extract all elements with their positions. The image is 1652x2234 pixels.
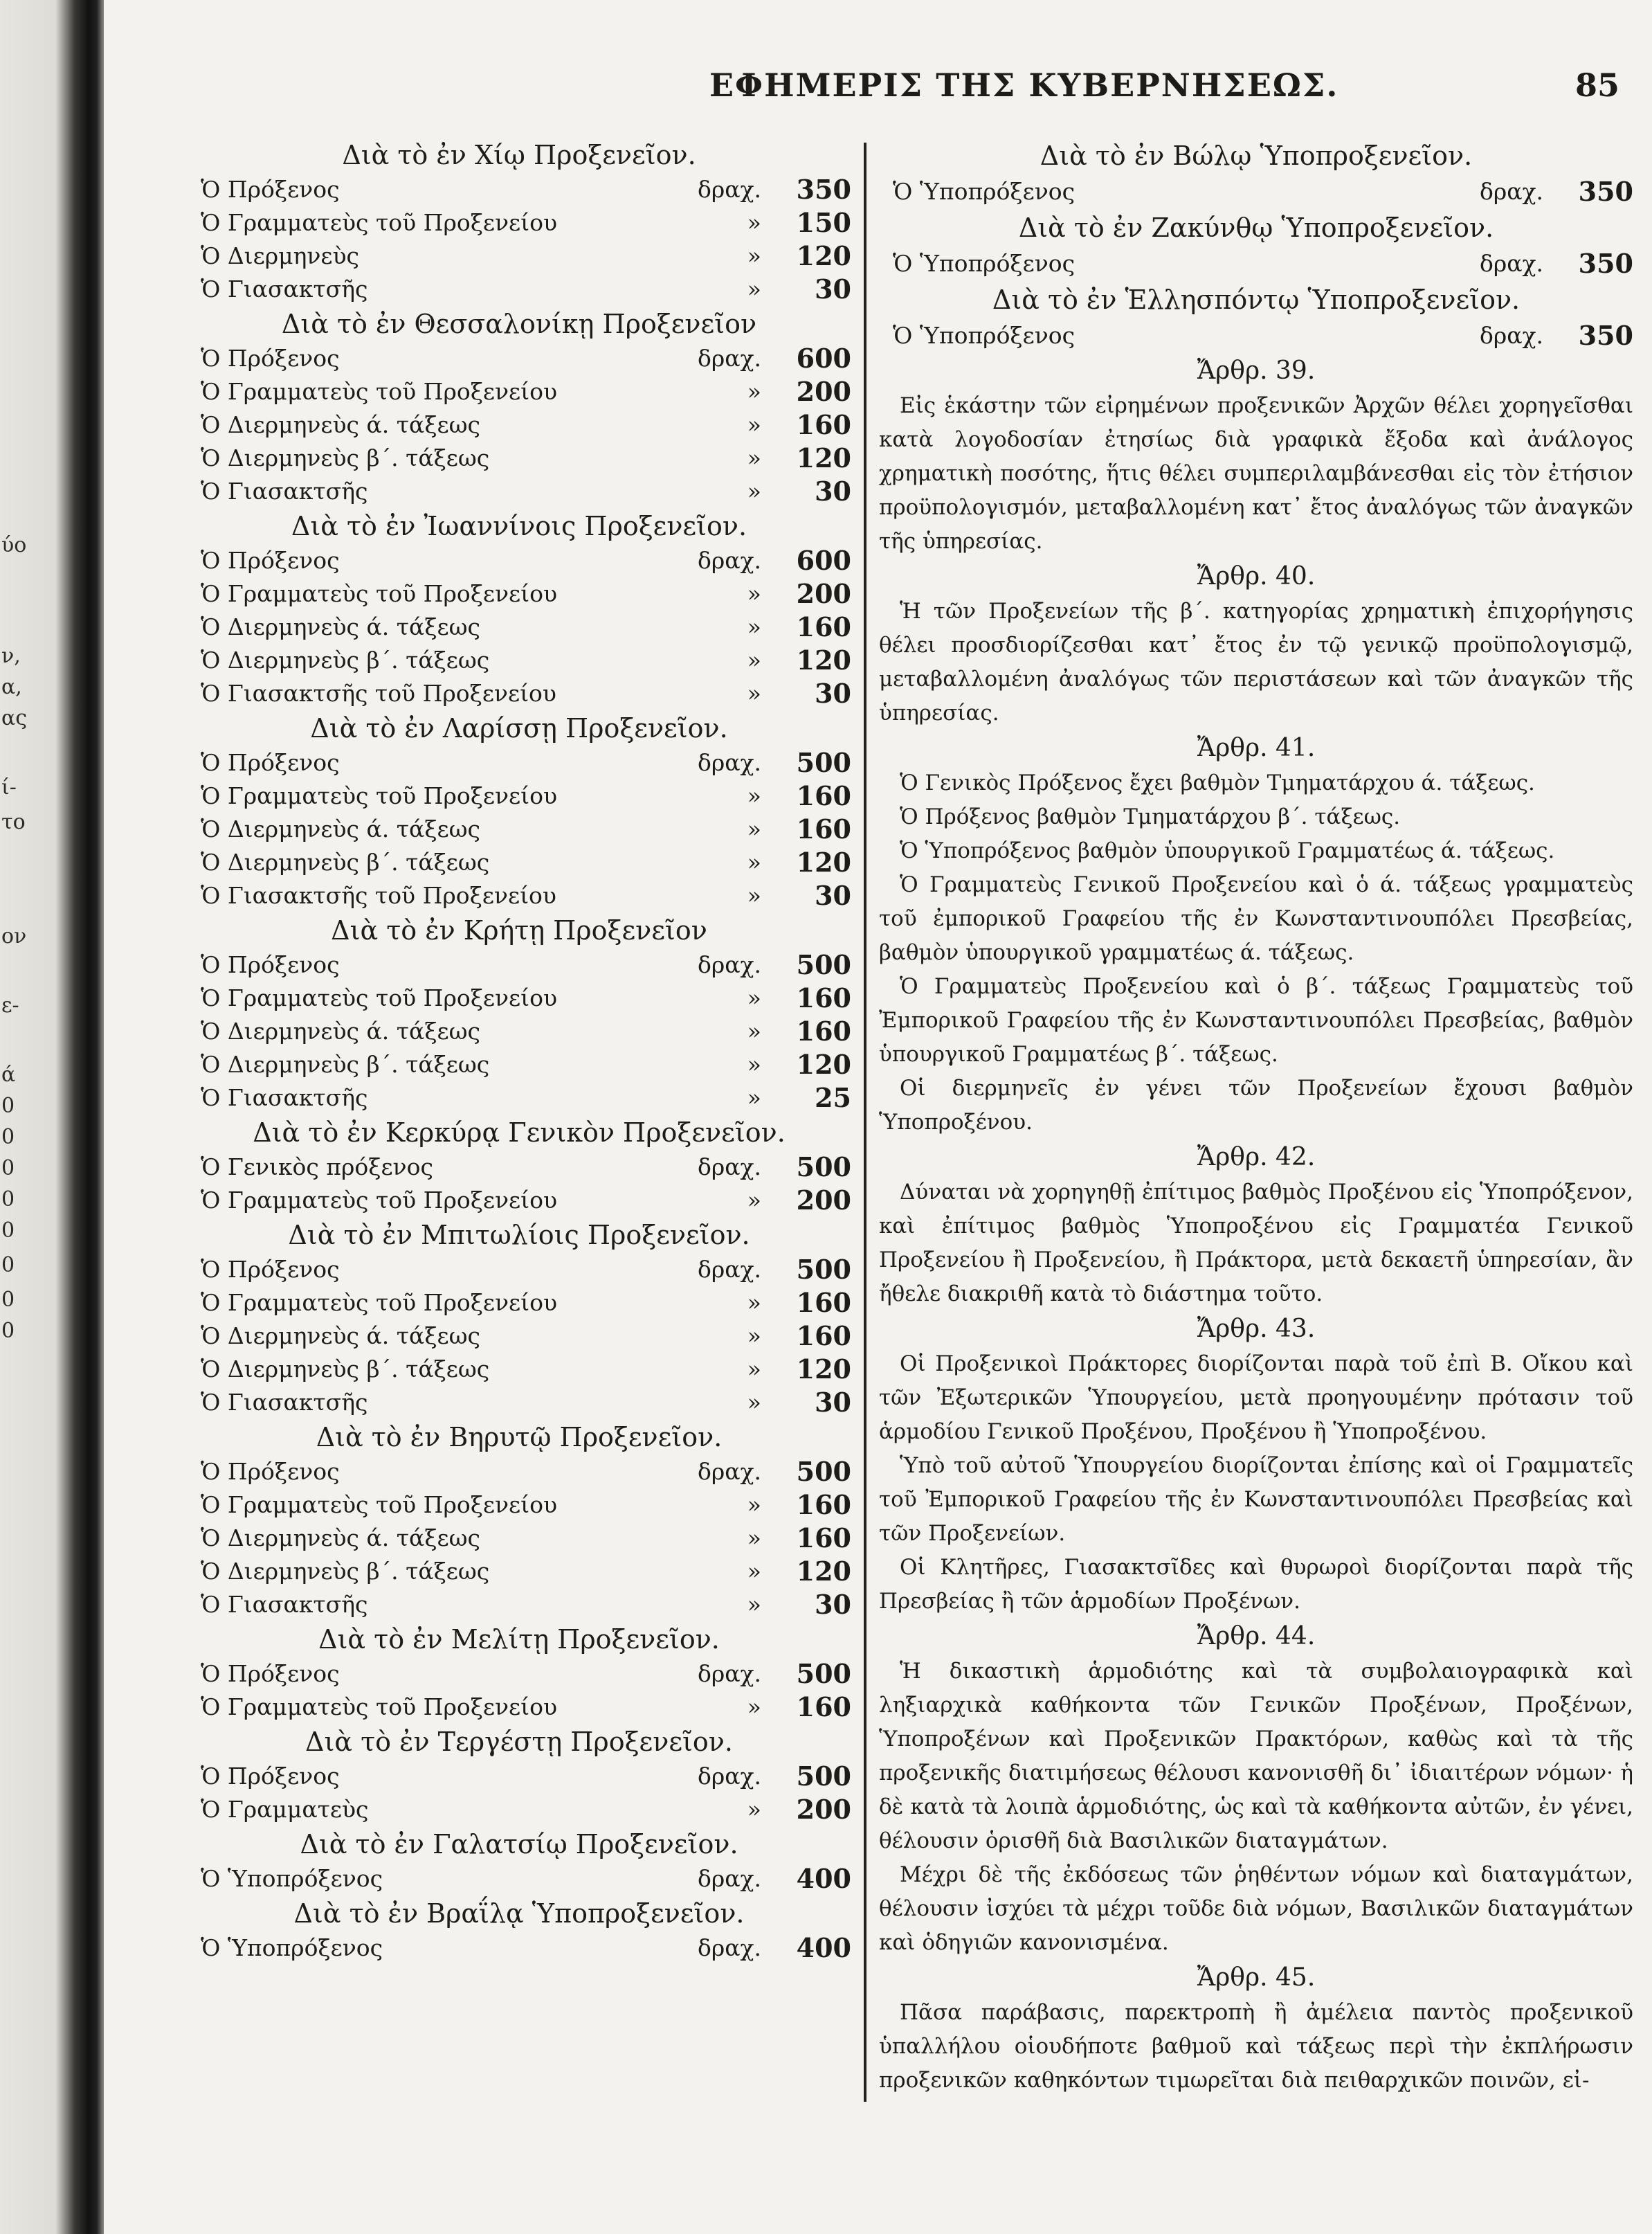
currency-unit: »	[747, 613, 761, 640]
salary-amount: 120	[796, 1353, 851, 1385]
currency-unit: δραχ.	[697, 176, 761, 203]
article-paragraph: Οἱ διερμηνεῖς ἐν γένει τῶν Προξενείων ἔχουσι βαθμὸν Ὑποπροξένου.	[879, 1076, 1633, 1135]
position-label: Ὁ Γιασακτσῆς	[201, 1591, 368, 1618]
consulate-section	[187, 912, 851, 1115]
column-rule	[864, 143, 866, 2102]
salary-amount: 350	[796, 174, 851, 205]
position-label: Ὁ Διερμηνεὺς	[201, 242, 360, 269]
position-label: Ὁ Γραμματεὺς τοῦ Προξενείου	[201, 1491, 558, 1518]
salary-row	[187, 677, 851, 710]
article-paragraph: Ὁ Γραμματεὺς Προξενείου καὶ ὁ β΄. τάξεως Γραμματεὺς τοῦ Ἐμπορικοῦ Γραφείου τῆς ἐν Κωνσταντινουπόλει Πρεσβείας, βαθμὸν ὑπουργικοῦ Γραμματέως β΄. τάξεως.	[879, 974, 1633, 1067]
left-column-salary-tables	[187, 137, 851, 1965]
currency-unit: δραχ.	[697, 1660, 761, 1687]
currency-unit: »	[747, 882, 761, 909]
salary-amount: 120	[796, 1049, 851, 1080]
currency-unit: »	[747, 984, 761, 1011]
salary-amount: 120	[796, 847, 851, 878]
salary-amount: 400	[796, 1932, 851, 1963]
currency-unit: »	[747, 276, 761, 303]
currency-unit: δραχ.	[697, 1934, 761, 1961]
salary-amount: 350	[1578, 176, 1633, 207]
salary-amount: 500	[796, 1760, 851, 1792]
position-label: Ὁ Διερμηνεὺς ά. τάξεως	[201, 1018, 480, 1045]
salary-amount: 500	[796, 1658, 851, 1689]
consulate-section	[187, 1826, 851, 1895]
right-column	[879, 137, 1633, 2098]
consulate-section	[187, 1895, 851, 1965]
position-label: Ὁ Διερμηνεὺς ά. τάξεως	[201, 1524, 480, 1551]
salary-amount: 30	[815, 1589, 851, 1620]
position-label: Ὁ Γιασακτσῆς	[201, 1084, 368, 1111]
consulate-section	[187, 1724, 851, 1826]
position-label: Ὁ Γραμματεὺς	[201, 1796, 369, 1823]
salary-amount: 500	[796, 1456, 851, 1487]
salary-row	[187, 1184, 851, 1217]
section-heading: Διὰ τὸ ἐν Ἑλλησπόντῳ Ὑποπροξενεῖον.	[992, 285, 1521, 315]
position-label: Ὁ Γραμματεὺς τοῦ Προξενείου	[201, 1693, 558, 1720]
article-heading: Ἄρθρ. 41.	[1197, 734, 1316, 762]
salary-row	[187, 1455, 851, 1488]
currency-unit: »	[747, 1558, 761, 1585]
salary-amount: 200	[796, 1794, 851, 1825]
article-paragraph: Οἱ Προξενικοὶ Πράκτορες διορίζονται παρὰ τοῦ ἐπὶ Β. Οἴκου καὶ τῶν Ἐξωτερικῶν Ὑπουργείου, μετὰ προηγουμένην πρότασιν τοῦ ἁρμοδίου Γενικοῦ Προξένου, Προξένου ἢ Ὑποπροξένου.	[879, 1351, 1633, 1444]
currency-unit: δραχ.	[697, 1458, 761, 1485]
position-label: Ὁ Πρόξενος	[201, 345, 340, 372]
edge-fragment: 0	[1, 1288, 15, 1312]
salary-amount: 25	[815, 1082, 851, 1113]
section-heading: Διὰ τὸ ἐν Μελίτῃ Προξενεῖον.	[318, 1624, 720, 1655]
salary-row	[187, 173, 851, 206]
section-heading: Διὰ τὸ ἐν Ζακύνθῳ Ὑποπροξενεῖον.	[1018, 213, 1494, 243]
section-heading: Διὰ τὸ ἐν Βηρυτῷ Προξενεῖον.	[316, 1422, 723, 1452]
currency-unit: δραχ.	[1479, 322, 1543, 349]
salary-row	[879, 174, 1633, 209]
currency-unit: »	[747, 849, 761, 876]
position-label: Ὁ Γιασακτσῆς	[201, 276, 368, 303]
section-heading: Διὰ τὸ ἐν Λαρίσσῃ Προξενεῖον.	[310, 713, 728, 744]
salary-amount: 160	[796, 1287, 851, 1318]
salary-amount: 160	[796, 780, 851, 811]
currency-unit: »	[747, 1051, 761, 1078]
currency-unit: »	[747, 1524, 761, 1551]
running-header	[194, 66, 1633, 115]
salary-row	[187, 1253, 851, 1286]
currency-unit: »	[747, 1491, 761, 1518]
salary-row	[187, 1353, 851, 1386]
position-label: Ὁ Διερμηνεὺς β΄. τάξεως	[201, 1558, 490, 1585]
edge-fragment: 0	[1, 1218, 15, 1243]
section-heading: Διὰ τὸ ἐν Βώλῳ Ὑποπροξενεῖον.	[1040, 141, 1473, 171]
salary-row	[187, 475, 851, 508]
salary-row	[187, 746, 851, 780]
position-label: Ὁ Διερμηνεὺς ά. τάξεως	[201, 1322, 480, 1349]
salary-amount: 30	[815, 1387, 851, 1418]
edge-fragment: ον	[1, 924, 27, 948]
section-heading: Διὰ τὸ ἐν Γαλατσίῳ Προξενεῖον.	[300, 1829, 738, 1859]
currency-unit: δραχ.	[697, 345, 761, 372]
position-label: Ὁ Γραμματεὺς τοῦ Προξενείου	[201, 984, 558, 1011]
article-paragraph: Πᾶσα παράβασις, παρεκτροπὴ ἢ ἀμέλεια παντὸς προξενικοῦ ὑπαλλήλου οἱουδήποτε βαθμοῦ καὶ τάξεως περὶ τὴν ἐκπλήρωσιν προξενικῶν καθηκόντων τιμωρεῖται διὰ πειθαρχικῶν ποινῶν, εἰ-	[879, 2000, 1633, 2093]
salary-row	[187, 1319, 851, 1353]
currency-unit: »	[747, 209, 761, 236]
article-heading: Ἄρθρ. 44.	[1197, 1622, 1316, 1650]
gazette-page	[104, 0, 1652, 2234]
article-heading: Ἄρθρ. 45.	[1197, 1963, 1316, 1992]
currency-unit: »	[747, 680, 761, 707]
salary-row	[187, 644, 851, 677]
salary-amount: 200	[796, 1184, 851, 1216]
currency-unit: »	[747, 1187, 761, 1214]
salary-amount: 600	[796, 343, 851, 374]
position-label: Ὁ Πρόξενος	[201, 176, 340, 203]
currency-unit: »	[747, 1796, 761, 1823]
currency-unit: »	[747, 782, 761, 809]
articles-text	[879, 353, 1633, 2098]
currency-unit: »	[747, 580, 761, 607]
salary-row	[187, 1691, 851, 1724]
position-label: Ὁ Διερμηνεὺς ά. τάξεως	[201, 613, 480, 640]
article-paragraph: Ὁ Πρόξενος βαθμὸν Τμηματάρχου β΄. τάξεως.	[900, 804, 1401, 829]
article-paragraph: Μέχρι δὲ τῆς ἐκδόσεως τῶν ῥηθέντων νόμων καὶ διαταγμάτων, θέλουσιν ἰσχύει τὰ μέχρι τοῦδε διὰ νόμων, Βασιλικῶν διαταγμάτων καὶ ὁδηγιῶν κανονισμένα.	[879, 1862, 1633, 1955]
currency-unit: δραχ.	[697, 547, 761, 574]
currency-unit: δραχ.	[697, 749, 761, 776]
position-label: Ὁ Γραμματεὺς τοῦ Προξενείου	[201, 209, 558, 236]
section-heading: Διὰ τὸ ἐν Βραΐλᾳ Ὑποπροξενεῖον.	[293, 1898, 745, 1929]
currency-unit: »	[747, 1322, 761, 1349]
article-paragraph: Ὑπὸ τοῦ αὐτοῦ Ὑπουργείου διορίζονται ἐπίσης καὶ οἱ Γραμματεῖς τοῦ Ἐμπορικοῦ Γραφείου τῆς ἐν Κωνσταντινουπόλει Πρεσβείας καὶ τῶν Προξενείων.	[879, 1453, 1633, 1546]
currency-unit: »	[747, 1389, 761, 1416]
salary-amount: 160	[796, 1016, 851, 1047]
salary-row	[187, 1048, 851, 1081]
position-label: Ὁ Διερμηνεὺς β΄. τάξεως	[201, 1355, 490, 1382]
currency-unit: δραχ.	[697, 1256, 761, 1283]
position-label: Ὁ Πρόξενος	[201, 749, 340, 776]
article-paragraph: Δύναται νὰ χορηγηθῇ ἐπίτιμος βαθμὸς Προξένου εἰς Ὑποπρόξενον, καὶ ἐπίτιμος βαθμὸς Ὑποπροξένου εἰς Γραμματέα Γενικοῦ Προξενείου ἢ Προξενείου, ἢ Πράκτορα, μετὰ δεκαετῆ ὑπηρεσίαν, ἂν ἤθελε διακριθῆ κατὰ τὸ διάστημα τοῦτο.	[879, 1180, 1633, 1306]
currency-unit: »	[747, 478, 761, 505]
article-paragraph: Εἰς ἑκάστην τῶν εἰρημένων προξενικῶν Ἀρχῶν θέλει χορηγεῖσθαι κατὰ λογοδοσίαν ἐτησίως διὰ γραφικὰ ἔξοδα καὶ ἀνάλογος χρηματικὴ ποσότης, ἥτις θέλει συμπεριλαμβάνεσθαι εἰς τὸν ἐτήσιον προϋπολογισμόν, μεταβαλλομένη κατ᾽ ἔτος ἀναλόγως τῶν ἀναγκῶν τῆς ὑπηρεσίας.	[879, 393, 1633, 554]
position-label: Ὁ Διερμηνεὺς β΄. τάξεως	[201, 1051, 490, 1078]
salary-amount: 30	[815, 678, 851, 709]
position-label: Ὁ Ὑποπρόξενος	[893, 322, 1075, 349]
currency-unit: »	[747, 1591, 761, 1618]
salary-row	[187, 342, 851, 375]
position-label: Ὁ Γιασακτσῆς	[201, 1389, 368, 1416]
salary-row	[187, 1931, 851, 1965]
salary-row	[187, 879, 851, 912]
salary-amount: 160	[796, 611, 851, 642]
article-paragraph: Ὁ Γενικὸς Πρόξενος ἔχει βαθμὸν Τμηματάρχου ά. τάξεως.	[900, 771, 1535, 795]
edge-fragment: ας	[1, 706, 28, 730]
edge-fragment: 0	[1, 1187, 15, 1211]
position-label: Ὁ Πρόξενος	[201, 1763, 340, 1790]
position-label: Ὁ Πρόξενος	[201, 547, 340, 574]
position-label: Ὁ Ὑποπρόξενος	[201, 1865, 383, 1892]
currency-unit: »	[747, 1693, 761, 1720]
article-heading: Ἄρθρ. 39.	[1197, 357, 1316, 385]
article-heading: Ἄρθρ. 40.	[1197, 562, 1316, 591]
position-label: Ὁ Πρόξενος	[201, 1256, 340, 1283]
position-label: Ὁ Γραμματεὺς τοῦ Προξενείου	[201, 580, 558, 607]
salary-row	[187, 375, 851, 408]
currency-unit: δραχ.	[697, 1865, 761, 1892]
gazette-title: ΕΦΗΜΕΡΙΣ ΤΗΣ ΚΥΒΕΡΝΗΣΕΩΣ.	[709, 66, 1339, 104]
right-salary-tables	[879, 137, 1633, 353]
salary-row	[187, 1151, 851, 1184]
salary-row	[187, 1657, 851, 1691]
salary-row	[187, 948, 851, 982]
position-label: Ὁ Γραμματεὺς τοῦ Προξενείου	[201, 378, 558, 405]
salary-amount: 500	[796, 1151, 851, 1182]
consulate-section	[187, 1217, 851, 1419]
salary-amount: 500	[796, 1254, 851, 1285]
consulate-section	[187, 1115, 851, 1217]
salary-row	[187, 1488, 851, 1522]
salary-row	[187, 206, 851, 240]
consulate-section	[187, 710, 851, 912]
currency-unit: »	[747, 242, 761, 269]
salary-row	[187, 273, 851, 306]
position-label: Ὁ Γιασακτσῆς τοῦ Προξενείου	[201, 882, 556, 909]
salary-amount: 160	[796, 813, 851, 845]
salary-amount: 200	[796, 376, 851, 407]
section-heading: Διὰ τὸ ἐν Μπιτωλίοις Προξενεῖον.	[288, 1220, 750, 1250]
salary-amount: 200	[796, 578, 851, 609]
position-label: Ὁ Ὑποπρόξενος	[893, 178, 1075, 205]
article-paragraph: Ὁ Ὑποπρόξενος βαθμὸν ὑπουργικοῦ Γραμματέως ά. τάξεως.	[900, 838, 1555, 863]
section-heading: Διὰ τὸ ἐν Θεσσαλονίκῃ Προξενεῖον	[281, 309, 757, 339]
salary-row	[187, 1588, 851, 1621]
salary-amount: 350	[1578, 248, 1633, 279]
salary-row	[187, 1286, 851, 1319]
position-label: Ὁ Γιασακτσῆς	[201, 478, 368, 505]
section-heading: Διὰ τὸ ἐν Κερκύρᾳ Γενικὸν Προξενεῖον.	[253, 1117, 786, 1148]
position-label: Ὁ Γραμματεὺς τοῦ Προξενείου	[201, 1289, 558, 1316]
edge-fragment: ί-	[1, 775, 17, 800]
edge-fragment: ύο	[1, 533, 27, 557]
salary-row	[187, 846, 851, 879]
salary-amount: 150	[796, 207, 851, 238]
consulate-section	[187, 1419, 851, 1621]
salary-row	[879, 318, 1633, 353]
salary-row	[187, 1793, 851, 1826]
edge-fragment: α,	[1, 675, 22, 699]
currency-unit: »	[747, 444, 761, 471]
salary-row	[187, 982, 851, 1015]
edge-fragment: ν,	[1, 644, 21, 668]
salary-amount: 160	[796, 1320, 851, 1351]
article-paragraph: Ἡ τῶν Προξενείων τῆς β΄. κατηγορίας χρηματικὴ ἐπιχορήγησις θέλει προσδιορίζεσθαι κατ᾽ ἔτος ἐν τῷ γενικῷ προϋπολογισμῷ, μεταβαλλομένη ἀναλόγως τῶν περιστάσεων καὶ τῶν ἀναγκῶν τῆς ὑπηρεσίας.	[879, 599, 1633, 726]
consulate-section	[187, 1621, 851, 1724]
salary-amount: 500	[796, 949, 851, 980]
salary-amount: 120	[796, 1556, 851, 1587]
currency-unit: δραχ.	[1479, 250, 1543, 277]
position-label: Ὁ Πρόξενος	[201, 1458, 340, 1485]
article-paragraph: Ὁ Γραμματεὺς Γενικοῦ Προξενείου καὶ ὁ ά. τάξεως γραμματεὺς τοῦ ἐμπορικοῦ Γραφείου τῆς ἐν Κωνσταντινουπόλει Πρεσβείας, βαθμὸν ὑπουργικοῦ γραμματέως ά. τάξεως.	[879, 872, 1633, 965]
salary-amount: 120	[796, 240, 851, 271]
salary-amount: 30	[815, 273, 851, 305]
currency-unit: »	[747, 1289, 761, 1316]
currency-unit: »	[747, 1018, 761, 1045]
currency-unit: δραχ.	[697, 951, 761, 978]
consulate-section	[187, 137, 851, 306]
currency-unit: »	[747, 647, 761, 674]
position-label: Ὁ Γραμματεὺς τοῦ Προξενείου	[201, 1187, 558, 1214]
position-label: Ὁ Πρόξενος	[201, 1660, 340, 1687]
adjacent-page-fragments	[0, 0, 42, 2234]
salary-row	[187, 1015, 851, 1048]
salary-row	[187, 813, 851, 846]
position-label: Ὁ Διερμηνεὺς ά. τάξεως	[201, 411, 480, 438]
salary-amount: 160	[796, 982, 851, 1014]
currency-unit: »	[747, 411, 761, 438]
article-paragraph: Οἱ Κλητῆρες, Γιασακτσῖδες καὶ θυρωροὶ διορίζονται παρὰ τῆς Πρεσβείας ἢ τῶν ἁρμοδίων Προξένων.	[879, 1555, 1633, 1614]
salary-row	[187, 408, 851, 442]
salary-amount: 160	[796, 1489, 851, 1520]
salary-row	[187, 442, 851, 475]
currency-unit: δραχ.	[1479, 178, 1543, 205]
edge-fragment: 0	[1, 1253, 15, 1277]
salary-amount: 160	[796, 1691, 851, 1722]
edge-fragment: το	[1, 810, 26, 834]
currency-unit: »	[747, 1355, 761, 1382]
position-label: Ὁ Ὑποπρόξενος	[893, 250, 1075, 277]
currency-unit: »	[747, 816, 761, 843]
edge-fragment: 0	[1, 1094, 15, 1118]
salary-row	[187, 780, 851, 813]
salary-row	[187, 544, 851, 577]
consulate-section	[187, 508, 851, 710]
position-label: Ὁ Γιασακτσῆς τοῦ Προξενείου	[201, 680, 556, 707]
salary-row	[879, 246, 1633, 281]
position-label: Ὁ Ὑποπρόξενος	[201, 1934, 383, 1961]
salary-amount: 350	[1578, 320, 1633, 351]
position-label: Ὁ Γραμματεὺς τοῦ Προξενείου	[201, 782, 558, 809]
article-paragraph: Ἡ δικαστικὴ ἁρμοδιότης καὶ τὰ συμβολαιογραφικὰ καὶ ληξιαρχικὰ καθήκοντα τῶν Γενικῶν Προξένων, Προξένων, Ὑποπροξένων καὶ Προξενικῶν Πρακτόρων, καθὼς καὶ τὰ τῆς προξενικῆς διατιμήσεως θέλουσι κανονισθῆ δι᾽ ἰδιαιτέρων νόμων· ἡ δὲ κατὰ τὰ λοιπὰ ἁρμοδιότης, ὡς καὶ τὰ καθήκοντα αὐτῶν, ἐν γένει, θέλουσιν ὁρισθῆ διὰ Βασιλικῶν διαταγμάτων.	[879, 1659, 1633, 1853]
salary-amount: 120	[796, 442, 851, 474]
currency-unit: δραχ.	[697, 1763, 761, 1790]
position-label: Ὁ Διερμηνεὺς ά. τάξεως	[201, 816, 480, 843]
salary-amount: 400	[796, 1863, 851, 1894]
edge-fragment: 0	[1, 1125, 15, 1149]
salary-row	[187, 611, 851, 644]
salary-row	[187, 577, 851, 611]
article-heading: Ἄρθρ. 42.	[1197, 1143, 1316, 1171]
currency-unit: δραχ.	[697, 1153, 761, 1180]
article-heading: Ἄρθρ. 43.	[1197, 1315, 1316, 1343]
salary-row	[187, 1555, 851, 1588]
salary-row	[187, 1522, 851, 1555]
section-heading: Διὰ τὸ ἐν Χίῳ Προξενεῖον.	[342, 140, 696, 170]
consulate-section	[187, 306, 851, 508]
salary-row	[187, 240, 851, 273]
position-label: Ὁ Διερμηνεὺς β΄. τάξεως	[201, 647, 490, 674]
currency-unit: »	[747, 1084, 761, 1111]
page-number: 85	[1574, 66, 1619, 104]
section-heading: Διὰ τὸ ἐν Τεργέστῃ Προξενεῖον.	[305, 1727, 733, 1757]
currency-unit: »	[747, 378, 761, 405]
salary-row	[187, 1081, 851, 1115]
edge-fragment: ε-	[1, 993, 19, 1018]
section-heading: Διὰ τὸ ἐν Ἰωαννίνοις Προξενεῖον.	[291, 511, 747, 541]
edge-fragment: ά	[1, 1063, 16, 1087]
position-label: Ὁ Διερμηνεὺς β΄. τάξεως	[201, 849, 490, 876]
salary-amount: 500	[796, 747, 851, 778]
salary-row	[187, 1386, 851, 1419]
salary-row	[187, 1760, 851, 1793]
section-heading: Διὰ τὸ ἐν Κρήτῃ Προξενεῖον	[331, 915, 707, 946]
salary-amount: 160	[796, 409, 851, 440]
salary-amount: 30	[815, 476, 851, 507]
position-label: Ὁ Διερμηνεὺς β΄. τάξεως	[201, 444, 490, 471]
position-label: Ὁ Πρόξενος	[201, 951, 340, 978]
salary-amount: 30	[815, 880, 851, 911]
salary-amount: 120	[796, 645, 851, 676]
salary-row	[187, 1862, 851, 1895]
edge-fragment: 0	[1, 1156, 15, 1180]
salary-amount: 160	[796, 1522, 851, 1553]
edge-fragment: 0	[1, 1319, 15, 1343]
salary-amount: 600	[796, 545, 851, 576]
position-label: Ὁ Γενικὸς πρόξενος	[201, 1153, 433, 1180]
